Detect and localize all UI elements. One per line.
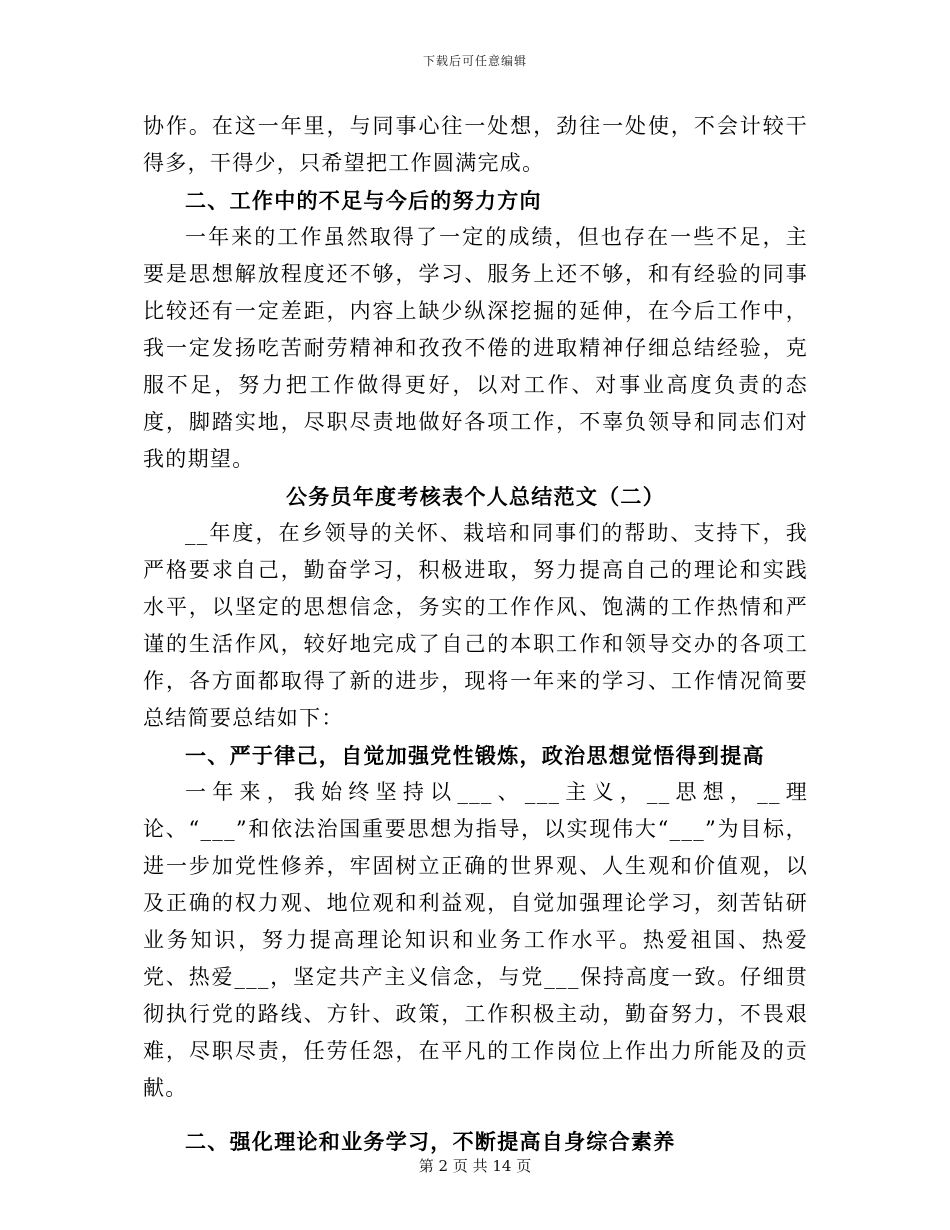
page-footer: 第 2 页 共 14 页 xyxy=(418,1157,532,1175)
paragraph-shortcomings: 一年来的工作虽然取得了一定的成绩，但也存在一些不足，主要是思想解放程度还不够，学习、服务上还不够，和有经验的同事比较还有一定差距，内容上缺少纵深挖掘的延伸，在今后工作中，我一定发扬吃苦耐劳精神和孜孜不倦的进取精神仔细总结经验，克服不足，努力把工作做得更好，以对工作、对事业高度负责的态度，脚踏实地，尽职尽责地做好各项工作，不辜负领导和同志们对我的期望。 xyxy=(143,225,808,471)
paragraph-discipline: 一年来，我始终坚持以___、___主义，__思想，__理论、“___”和依法治国重要思想为指导，以实现伟大“___”为目标，进一步加党性修养，牢固树立正确的世界观、人生观和价值观，以及正确的权力观、地位观和利益观，自觉加强理论学习，刻苦钻研业务知识，努力提高理论知识和业务工作水平。热爱祖国、热爱党、热爱___，坚定共产主义信念，与党___保持高度一致。仔细贯彻执行党的路线、方针、政策，工作积极主动，勤奋努力，不畏艰难，尽职尽责，任劳任怨，在平凡的工作岗位上作出力所能及的贡献。 xyxy=(143,780,808,1100)
page-header: 下载后可任意编辑 xyxy=(422,54,527,68)
paragraph-intro: __年度，在乡领导的关怀、栽培和同事们的帮助、支持下，我严格要求自己，勤奋学习，积极进取，努力提高自己的理论和实践水平，以坚定的思想信念，务实的工作作风、饱满的工作热情和严谨的生活作风，较好地完成了自己的本职工作和领导交办的各项工作，各方面都取得了新的进步，现将一年来的学习、工作情况简要总结简要总结如下： xyxy=(143,521,808,730)
section-heading-shortcomings: 二、工作中的不足与今后的努力方向 xyxy=(185,188,542,213)
paragraph-cooperation: 协作。在这一年里，与同事心往一处想，劲往一处使，不会计较干得多，干得少，只希望把工作圆满完成。 xyxy=(143,114,808,175)
article-title-2: 公务员年度考核表个人总结范文（二） xyxy=(285,484,666,509)
document-body xyxy=(143,108,808,1160)
section-heading-study: 二、强化理论和业务学习，不断提高自身综合素养 xyxy=(185,1129,676,1154)
spacer xyxy=(143,1107,808,1123)
section-heading-discipline: 一、严于律己，自觉加强党性锻炼，政治思想觉悟得到提高 xyxy=(185,743,765,768)
